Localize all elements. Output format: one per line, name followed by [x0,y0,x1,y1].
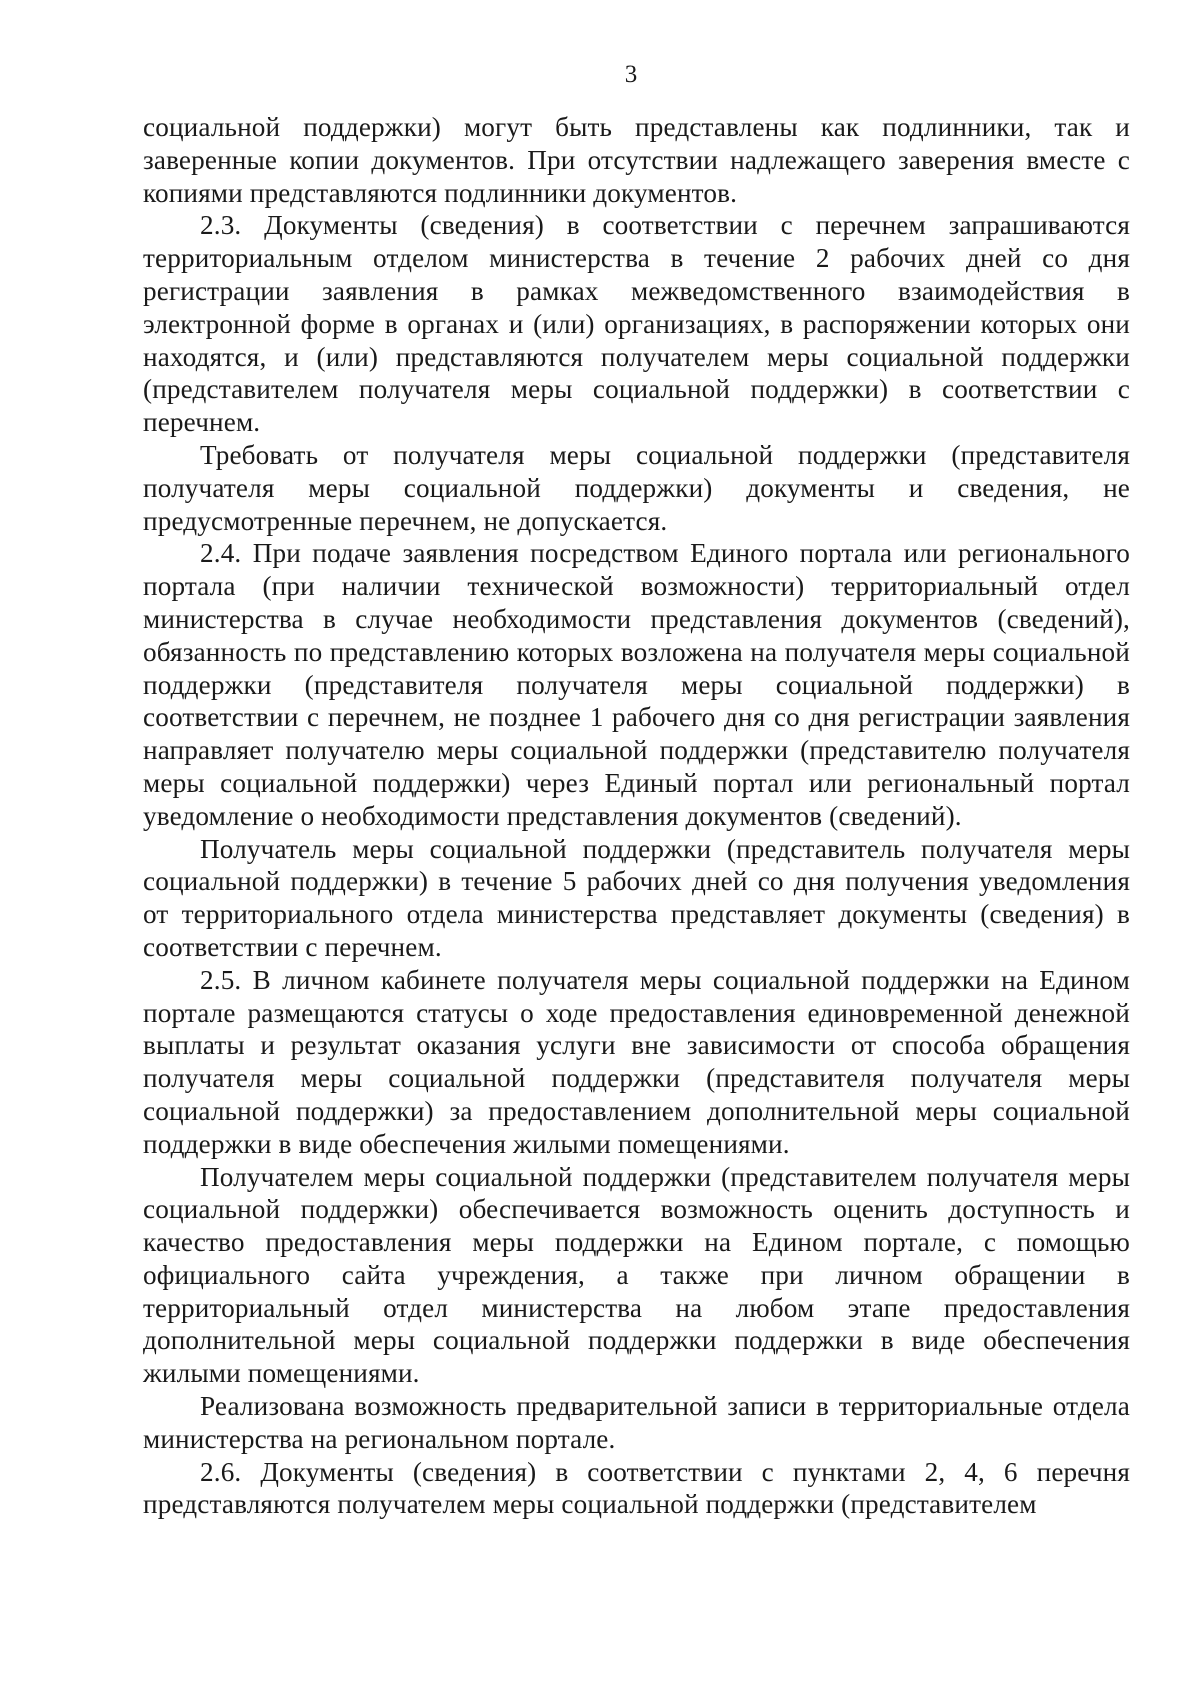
paragraph-2-6: 2.6. Документы (сведения) в соответствии с пунктами 2, 4, 6 перечня представляются получателем меры социальной поддержки (представителем [143,1456,1130,1520]
paragraph-2-5: 2.5. В личном кабинете получателя меры социальной поддержки на Едином портале размещаются статусы о ходе предоставления единовременной денежной выплаты и результат оказания услуги вне зависимости от способа обращения получателя меры социальной поддержки (представителя получателя меры социальной поддержки) за предоставлением дополнительной меры социальной поддержки в виде обеспечения жилыми помещениями. [143,964,1130,1159]
paragraph-recipient-deadline: Получатель меры социальной поддержки (представитель получателя меры социальной поддержки) в течение 5 рабочих дней со дня получения уведомления от территориального отдела министерства представляет документы (сведения) в соответствии с перечнем. [143,833,1130,962]
paragraph-2-4: 2.4. При подаче заявления посредством Единого портала или регионального портала (при наличии технической возможности) территориальный отдел министерства в случае необходимости представления документов (сведений), обязанность по представлению которых возложена на получателя меры социальной поддержки (представителя получателя меры социальной поддержки) в соответствии с перечнем, не позднее 1 рабочего дня со дня регистрации заявления направляет получателю меры социальной поддержки (представителю получателя меры социальной поддержки) через Единый портал или региональный портал уведомление о необходимости представления документов (сведений). [143,538,1130,831]
page-number: 3 [624,61,638,88]
document-body [143,111,1130,1521]
paragraph-quality-assessment: Получателем меры социальной поддержки (представителем получателя меры социальной поддержки) обеспечивается возможность оценить доступность и качество предоставления меры поддержки на Едином портале, с помощью официального сайта учреждения, а также при личном обращении в территориальный отдел министерства на любом этапе предоставления дополнительной меры социальной поддержки поддержки в виде обеспечения жилыми помещениями. [143,1161,1130,1389]
paragraph-requirement: Требовать от получателя меры социальной поддержки (представителя получателя меры социальной поддержки) документы и сведения, не предусмотренные перечнем, не допускается. [143,439,1130,536]
paragraph-pre-registration: Реализована возможность предварительной записи в территориальные отдела министерства на региональном портале. [143,1391,1130,1454]
paragraph-2-3: 2.3. Документы (сведения) в соответствии с перечнем запрашиваются территориальным отделом министерства в течение 2 рабочих дней со дня регистрации заявления в рамках межведомственного взаимодействия в электронной форме в органах и (или) организациях, в распоряжении которых они находятся, и (или) представляются получателем меры социальной поддержки (представителем получателя меры социальной поддержки) в соответствии с перечнем. [143,210,1130,438]
paragraph-continuation: социальной поддержки) могут быть представлены как подлинники, так и заверенные копии документов. При отсутствии надлежащего заверения вместе с копиями представляются подлинники документов. [143,112,1130,208]
